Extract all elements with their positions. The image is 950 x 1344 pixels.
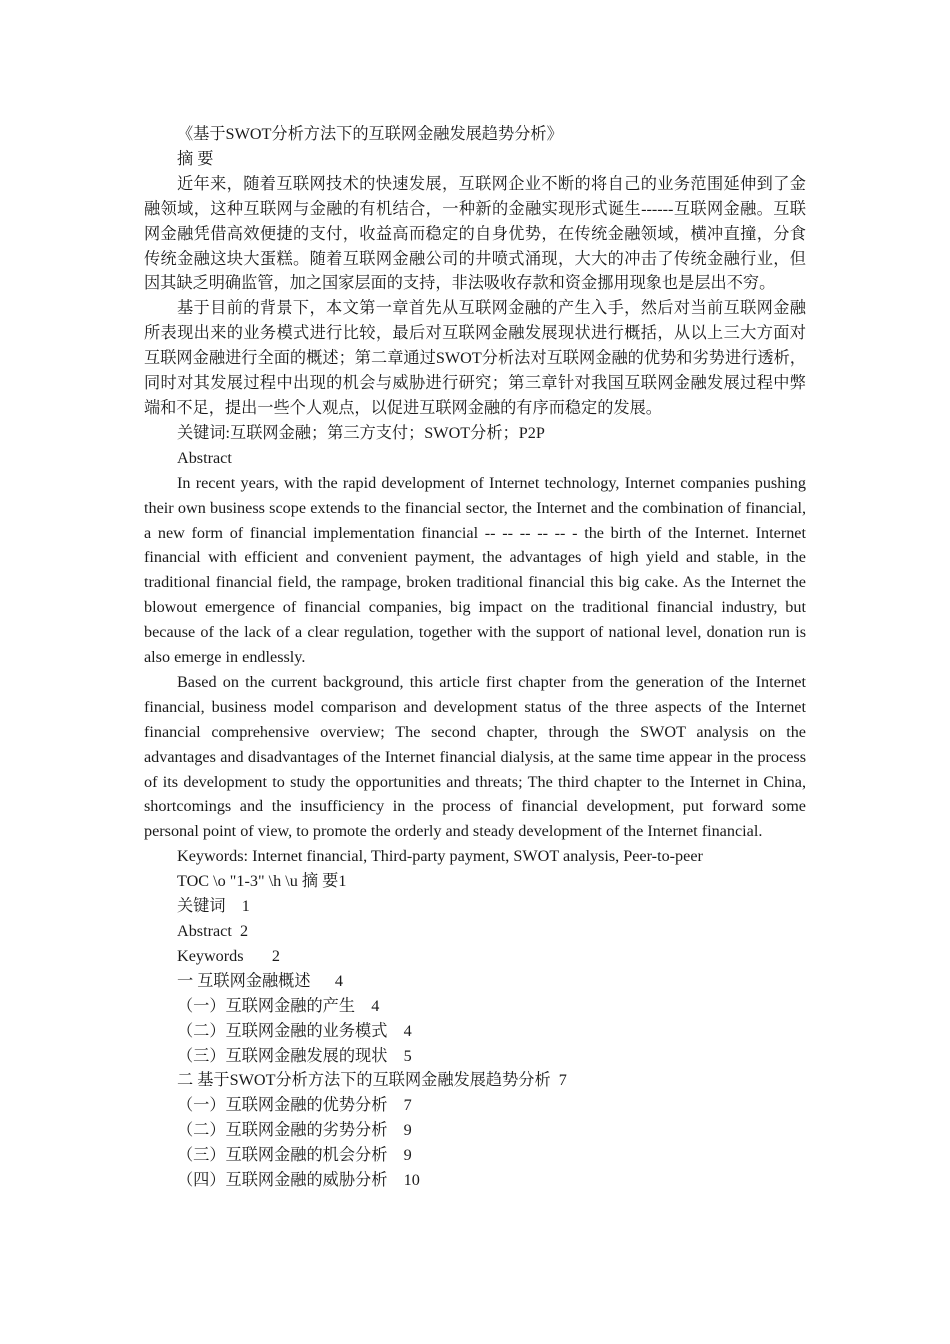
toc-item-label: （三）互联网金融的机会分析 <box>177 1146 388 1165</box>
toc-item[interactable] <box>144 869 806 894</box>
toc-item-page: 10 <box>403 1171 420 1190</box>
table-of-contents <box>144 869 806 1193</box>
document-page <box>144 122 806 1193</box>
toc-item[interactable] <box>144 1019 806 1044</box>
toc-item-label: Abstract <box>177 922 232 940</box>
toc-item[interactable] <box>144 1143 806 1168</box>
toc-item-page: 1 <box>241 897 250 916</box>
document-title: 《基于SWOT分析方法下的互联网金融发展趋势分析》 <box>177 125 563 143</box>
toc-item[interactable] <box>144 969 806 994</box>
abstract-cn-heading: 摘 要 <box>177 149 214 168</box>
toc-item-label: （二）互联网金融的劣势分析 <box>177 1121 388 1140</box>
toc-item-page: 4 <box>403 1021 412 1040</box>
toc-item[interactable] <box>144 1044 806 1069</box>
abstract-cn-paragraph: 近年来，随着互联网技术的快速发展，互联网企业不断的将自己的业务范围延伸到了金融领域，这种互联网与金融的有机结合，一种新的金融实现形式诞生------互联网金融。互联网金融凭借高效便捷的支付，收益高而稳定的自身优势，在传统金融领域，横冲直撞，分食传统金融这块大蛋糕。随着互联网金融公司的井喷式涌现，大大的冲击了传统金融行业，但因其缺乏明确监管，加之国家层面的支持，非法吸收存款和资金挪用现象也是层出不穷。 <box>144 174 806 293</box>
toc-item-label: TOC \o "1-3" \h \u 摘 要 <box>177 872 339 891</box>
abstract-en-heading: Abstract <box>177 448 232 467</box>
toc-item[interactable] <box>144 944 806 969</box>
toc-item-page: 2 <box>271 946 280 965</box>
toc-item[interactable] <box>144 1093 806 1118</box>
toc-item-page: 2 <box>239 922 249 940</box>
keywords-cn: 关键词:互联网金融；第三方支付；SWOT分析；P2P <box>177 423 545 442</box>
toc-item-label: （四）互联网金融的威胁分析 <box>177 1171 388 1190</box>
toc-item[interactable] <box>144 1168 806 1193</box>
toc-item[interactable] <box>144 894 806 919</box>
toc-item-page: 1 <box>338 872 347 891</box>
toc-item-label: 一 互联网金融概述 <box>177 971 311 990</box>
toc-item-page: 7 <box>403 1096 412 1115</box>
toc-item-page: 4 <box>371 996 380 1015</box>
toc-item[interactable] <box>144 1118 806 1143</box>
keywords-en: Keywords: Internet financial, Third-party payment, SWOT analysis, Peer-to-peer <box>177 847 703 866</box>
toc-item-label: 关键词 <box>177 897 226 916</box>
abstract-en-paragraph: In recent years, with the rapid development of Internet technology, Internet companies pushing their own business scope extends to the financial sector, the Internet and the combination of financial, a new form of financial implementation financial -- -- -- -- -- - the birth of the Internet. Internet financial with efficient and convenient payment, the advantages of high yield and stable, in the traditional financial field, the rampage, broken traditional financial this big cake. As the Internet the blowout emergence of financial companies, big impact on the traditional financial industry, but because of the lack of a clear regulation, together with the support of national level, donation run is also emerge in endlessly. <box>144 473 806 667</box>
toc-item[interactable] <box>144 1068 806 1093</box>
toc-item-label: Keywords <box>177 946 244 965</box>
toc-item-label: （一）互联网金融的优势分析 <box>177 1096 388 1115</box>
toc-item-label: （一）互联网金融的产生 <box>177 996 356 1015</box>
toc-item[interactable] <box>144 919 806 944</box>
toc-item-page: 4 <box>334 971 343 990</box>
toc-item-page: 7 <box>558 1071 567 1090</box>
abstract-cn-paragraph: 基于目前的背景下，本文第一章首先从互联网金融的产生入手，然后对当前互联网金融所表现出来的业务模式进行比较，最后对互联网金融发展现状进行概括，从以上三大方面对互联网金融进行全面的概述；第二章通过SWOT分析法对互联网金融的优势和劣势进行透析，同时对其发展过程中出现的机会与威胁进行研究；第三章针对我国互联网金融发展过程中弊端和不足，提出一些个人观点，以促进互联网金融的有序而稳定的发展。 <box>144 299 806 417</box>
abstract-en-paragraph: Based on the current background, this article first chapter from the generation of the Internet financial, business model comparison and development status of the three aspects of the Internet financial comprehensive overview; The second chapter, through the SWOT analysis on the advantages and disadvantages of the Internet financial dialysis, at the same time appear in the process of its development to study the opportunities and threats; The third chapter to the Internet in China, shortcomings and the insufficiency in the process of financial development, put forward some personal point of view, to promote the orderly and steady development of the Internet financial. <box>144 672 806 841</box>
toc-item-page: 5 <box>403 1046 412 1065</box>
toc-item-label: （三）互联网金融发展的现状 <box>177 1046 388 1065</box>
toc-item-page: 9 <box>403 1121 412 1140</box>
toc-item-label: （二）互联网金融的业务模式 <box>177 1021 388 1040</box>
toc-item-page: 9 <box>403 1146 412 1165</box>
toc-item-label: 二 基于SWOT分析方法下的互联网金融发展趋势分析 <box>177 1071 551 1090</box>
toc-item[interactable] <box>144 994 806 1019</box>
